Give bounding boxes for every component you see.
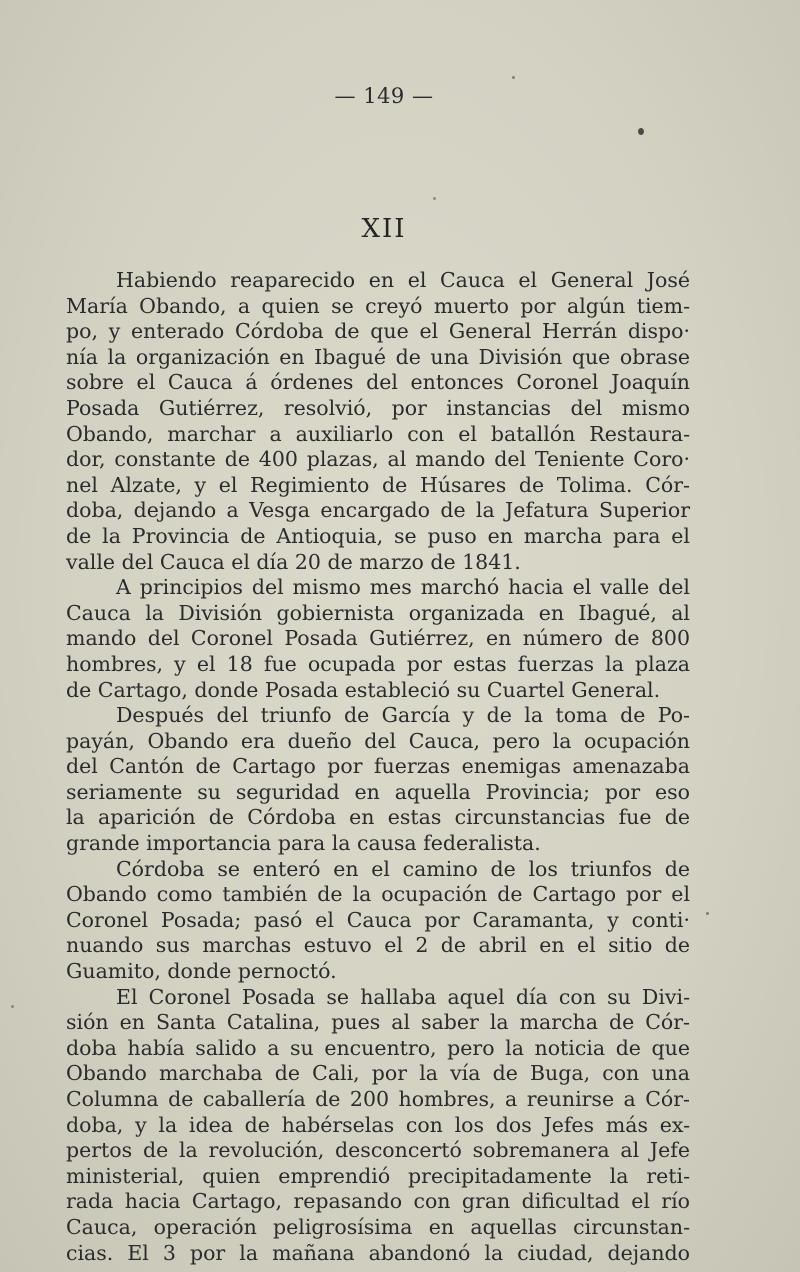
text-line: nuando sus marchas estuvo el 2 de abril en el sitio de: [66, 933, 690, 958]
text-line: grande importancia para la causa federalista.: [66, 831, 541, 856]
text-line: doba había salido a su encuentro, pero la noticia de que: [66, 1035, 690, 1060]
text-line: Posada Gutiérrez, resolvió, por instancias del mismo: [66, 395, 690, 420]
text-line: de Cartago, donde Posada estableció su Cuartel General.: [66, 677, 661, 702]
text-line: cias. El 3 por la mañana abandonó la ciudad, dejando: [66, 1240, 690, 1265]
text-line: Obando, marchar a auxiliarlo con el batallón Restaura-: [66, 421, 690, 446]
text-line: dor, constante de 400 plazas, al mando del Teniente Coro·: [66, 447, 690, 472]
text-line: Habiendo reaparecido en el Cauca el General José: [116, 268, 690, 292]
text-line: la aparición de Córdoba en estas circunstancias fue de: [66, 805, 690, 830]
text-line: Obando como también de la ocupación de Cartago por el: [66, 882, 690, 907]
ink-speck: [433, 197, 436, 200]
text-line: pertos de la revolución, desconcertó sobremanera al Jefe: [66, 1138, 690, 1163]
text-line: Córdoba se enteró en el camino de los triunfos de: [116, 856, 690, 881]
text-line: Cauca la División gobiernista organizada en Ibagué, al: [66, 600, 690, 625]
ink-speck: [706, 912, 709, 915]
text-line: A principios del mismo mes marchó hacia el valle del: [116, 575, 690, 600]
text-line: doba, y la idea de habérselas con los dos Jefes más ex-: [66, 1112, 690, 1137]
chapter-heading: XII: [361, 214, 407, 244]
text-line: mando del Coronel Posada Gutiérrez, en número de 800: [66, 626, 690, 651]
text-line: Obando marchaba de Cali, por la vía de Buga, con una: [66, 1061, 690, 1086]
text-line: nel Alzate, y el Regimiento de Húsares de Tolima. Cór-: [66, 472, 690, 497]
text-line: Después del triunfo de García y de la toma de Po-: [116, 703, 690, 728]
text-line: El Coronel Posada se hallaba aquel día con su Divi-: [116, 984, 690, 1009]
text-line: hombres, y el 18 fue ocupada por estas fuerzas la plaza: [66, 651, 690, 676]
ink-speck: [512, 76, 515, 79]
ink-speck: [638, 128, 644, 135]
text-line: de la Provincia de Antioquia, se puso en marcha para el: [66, 523, 690, 548]
text-line: po, y enterado Córdoba de que el General Herrán dispo·: [66, 319, 690, 344]
text-line: ministerial, quien emprendió precipitadamente la reti-: [66, 1163, 690, 1188]
text-line: payán, Obando era dueño del Cauca, pero la ocupación: [66, 728, 690, 753]
text-line: María Obando, a quien se creyó muerto por algún tiem-: [66, 293, 690, 318]
text-line: doba, dejando a Vesga encargado de la Jefatura Superior: [66, 498, 690, 523]
text-line: nía la organización en Ibagué de una División que obrase: [66, 344, 690, 369]
text-line: del Cantón de Cartago por fuerzas enemigas amenazaba: [66, 754, 690, 779]
text-line: rada hacia Cartago, repasando con gran dificultad el río: [66, 1189, 690, 1214]
text-line: Columna de caballería de 200 hombres, a reunirse a Cór-: [66, 1087, 690, 1111]
page-number: — 149 —: [334, 84, 434, 108]
text-line: Coronel Posada; pasó el Cauca por Caramanta, y conti·: [66, 907, 690, 932]
text-line: Cauca, operación peligrosísima en aquellas circunstan-: [66, 1214, 690, 1239]
text-line: valle del Cauca el día 20 de marzo de 1841.: [66, 549, 521, 574]
text-line: Guamito, donde pernoctó.: [66, 959, 337, 984]
text-line: sobre el Cauca á órdenes del entonces Coronel Joaquín: [66, 370, 690, 395]
body-text: [66, 268, 690, 1266]
text-line: sión en Santa Catalina, pues al saber la marcha de Cór-: [66, 1010, 690, 1035]
text-line: seriamente su seguridad en aquella Provincia; por eso: [66, 779, 690, 804]
ink-speck: [11, 1005, 14, 1008]
